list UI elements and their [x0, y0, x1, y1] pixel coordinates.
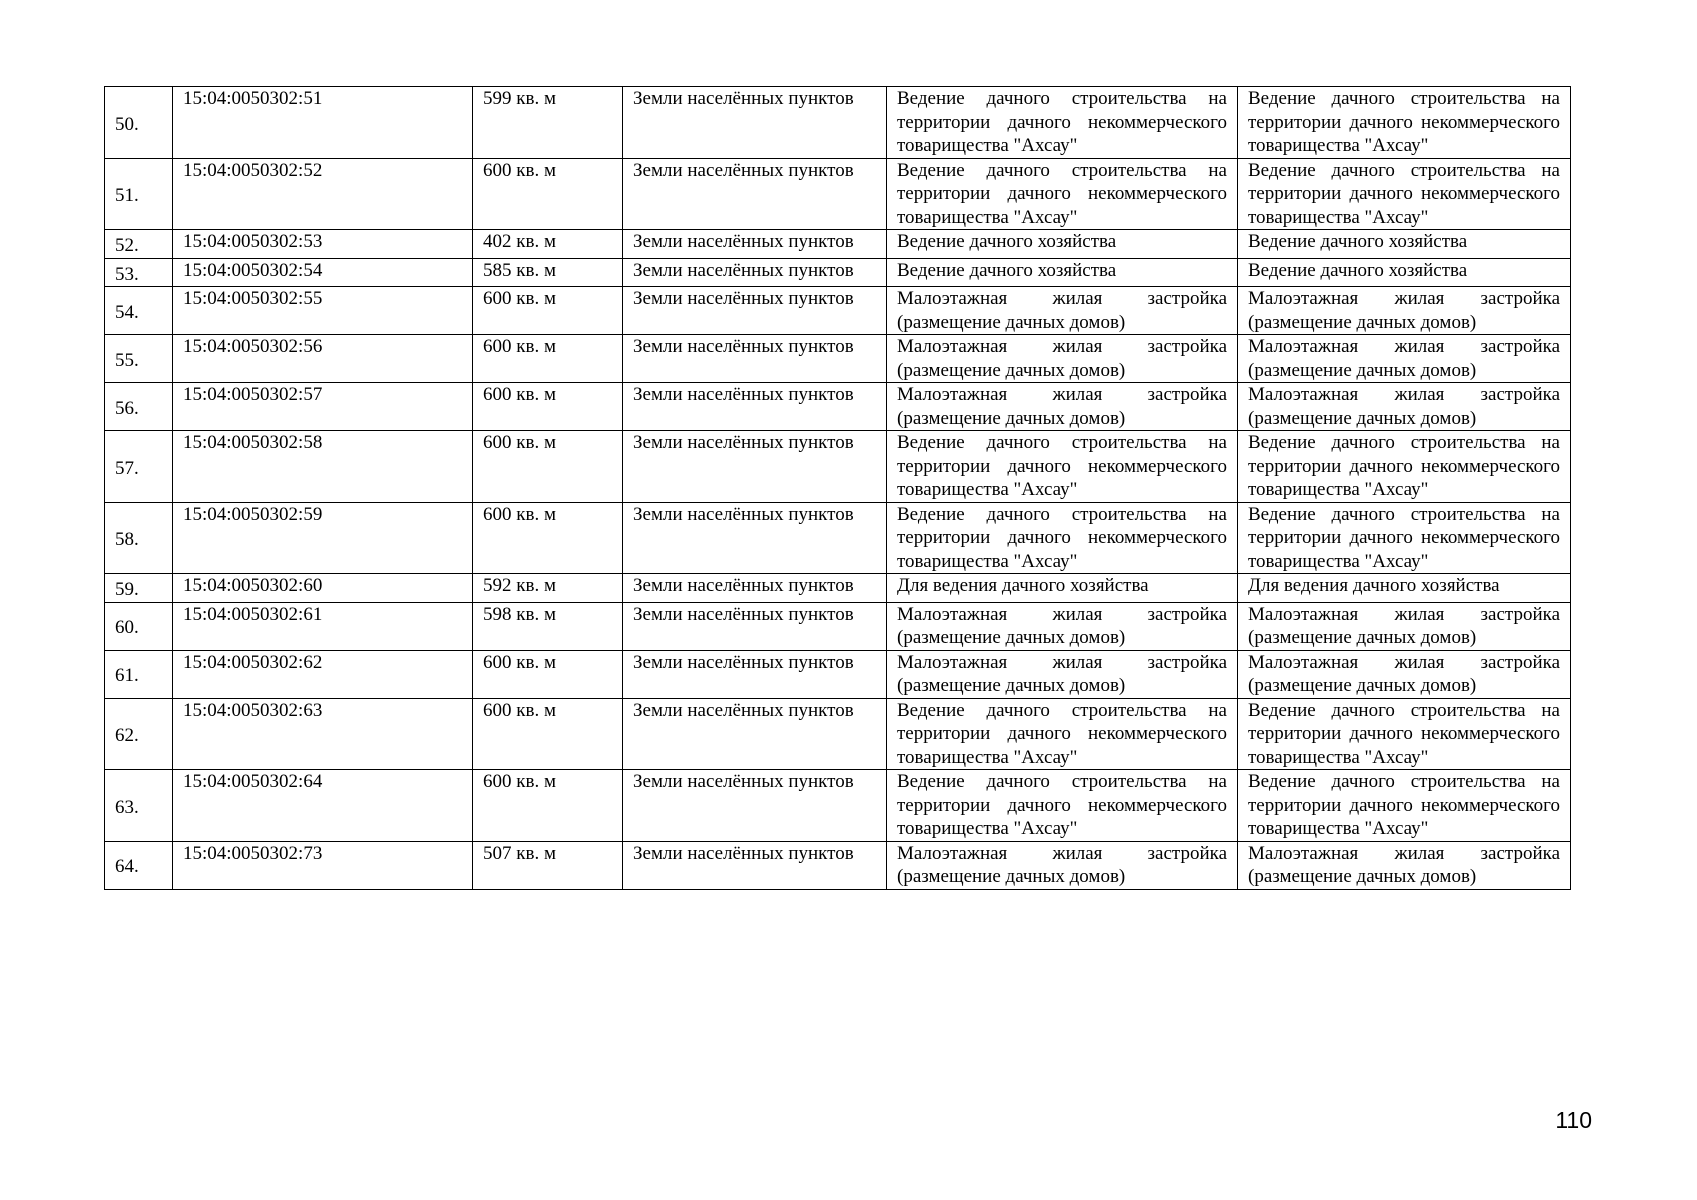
- table-row: [105, 383, 1571, 431]
- row-number: 59.: [105, 574, 173, 603]
- plot-area: 507 кв. м: [473, 841, 623, 889]
- permitted-use: Ведение дачного хозяйства: [887, 230, 1238, 259]
- actual-use: Ведение дачного строительства на территории дачного некоммерческого товарищества "Ахсау": [1238, 698, 1571, 770]
- plot-area: 599 кв. м: [473, 87, 623, 159]
- actual-use: Малоэтажная жилая застройка (размещение дачных домов): [1238, 650, 1571, 698]
- cadastral-number: 15:04:0050302:60: [173, 574, 473, 603]
- permitted-use: Ведение дачного строительства на территории дачного некоммерческого товарищества "Ахсау": [887, 158, 1238, 230]
- land-category: Земли населённых пунктов: [623, 650, 887, 698]
- land-category: Земли населённых пунктов: [623, 287, 887, 335]
- actual-use: Для ведения дачного хозяйства: [1238, 574, 1571, 603]
- land-category: Земли населённых пунктов: [623, 258, 887, 287]
- table-row: [105, 431, 1571, 503]
- land-category: Земли населённых пунктов: [623, 502, 887, 574]
- permitted-use: Малоэтажная жилая застройка (размещение дачных домов): [887, 841, 1238, 889]
- row-number: 56.: [105, 383, 173, 431]
- land-category: Земли населённых пунктов: [623, 230, 887, 259]
- row-number: 60.: [105, 602, 173, 650]
- permitted-use: Ведение дачного строительства на территории дачного некоммерческого товарищества "Ахсау": [887, 770, 1238, 842]
- actual-use: Ведение дачного хозяйства: [1238, 258, 1571, 287]
- row-number: 55.: [105, 335, 173, 383]
- land-category: Земли населённых пунктов: [623, 158, 887, 230]
- cadastral-number: 15:04:0050302:53: [173, 230, 473, 259]
- row-number: 61.: [105, 650, 173, 698]
- plot-area: 592 кв. м: [473, 574, 623, 603]
- plot-area: 600 кв. м: [473, 431, 623, 503]
- cadastral-number: 15:04:0050302:63: [173, 698, 473, 770]
- permitted-use: Ведение дачного строительства на территории дачного некоммерческого товарищества "Ахсау": [887, 502, 1238, 574]
- plot-area: 600 кв. м: [473, 770, 623, 842]
- permitted-use: Малоэтажная жилая застройка (размещение дачных домов): [887, 383, 1238, 431]
- cadastral-number: 15:04:0050302:73: [173, 841, 473, 889]
- table-row: [105, 87, 1571, 159]
- cadastral-number: 15:04:0050302:54: [173, 258, 473, 287]
- plot-area: 600 кв. м: [473, 698, 623, 770]
- cadastral-number: 15:04:0050302:64: [173, 770, 473, 842]
- actual-use: Ведение дачного строительства на территории дачного некоммерческого товарищества "Ахсау": [1238, 158, 1571, 230]
- permitted-use: Для ведения дачного хозяйства: [887, 574, 1238, 603]
- table-body: [105, 87, 1571, 890]
- land-category: Земли населённых пунктов: [623, 841, 887, 889]
- cadastral-number: 15:04:0050302:56: [173, 335, 473, 383]
- land-category: Земли населённых пунктов: [623, 574, 887, 603]
- plot-area: 600 кв. м: [473, 335, 623, 383]
- actual-use: Малоэтажная жилая застройка (размещение дачных домов): [1238, 602, 1571, 650]
- table-row: [105, 258, 1571, 287]
- land-category: Земли населённых пунктов: [623, 87, 887, 159]
- plot-area: 402 кв. м: [473, 230, 623, 259]
- plot-area: 600 кв. м: [473, 287, 623, 335]
- actual-use: Ведение дачного строительства на территории дачного некоммерческого товарищества "Ахсау": [1238, 770, 1571, 842]
- table-row: [105, 770, 1571, 842]
- actual-use: Малоэтажная жилая застройка (размещение дачных домов): [1238, 335, 1571, 383]
- permitted-use: Ведение дачного строительства на территории дачного некоммерческого товарищества "Ахсау": [887, 698, 1238, 770]
- actual-use: Ведение дачного строительства на территории дачного некоммерческого товарищества "Ахсау": [1238, 502, 1571, 574]
- plot-area: 598 кв. м: [473, 602, 623, 650]
- table-row: [105, 602, 1571, 650]
- table-row: [105, 698, 1571, 770]
- land-category: Земли населённых пунктов: [623, 602, 887, 650]
- actual-use: Ведение дачного строительства на территории дачного некоммерческого товарищества "Ахсау": [1238, 431, 1571, 503]
- cadastral-number: 15:04:0050302:51: [173, 87, 473, 159]
- table-row: [105, 230, 1571, 259]
- plot-area: 600 кв. м: [473, 502, 623, 574]
- row-number: 50.: [105, 87, 173, 159]
- actual-use: Малоэтажная жилая застройка (размещение дачных домов): [1238, 287, 1571, 335]
- plot-area: 600 кв. м: [473, 650, 623, 698]
- cadastral-number: 15:04:0050302:62: [173, 650, 473, 698]
- row-number: 62.: [105, 698, 173, 770]
- plot-area: 600 кв. м: [473, 158, 623, 230]
- row-number: 63.: [105, 770, 173, 842]
- row-number: 52.: [105, 230, 173, 259]
- actual-use: Малоэтажная жилая застройка (размещение дачных домов): [1238, 383, 1571, 431]
- page-number: 110: [1555, 1107, 1592, 1133]
- table-row: [105, 841, 1571, 889]
- land-plots-table: [104, 86, 1571, 890]
- cadastral-number: 15:04:0050302:55: [173, 287, 473, 335]
- cadastral-number: 15:04:0050302:52: [173, 158, 473, 230]
- land-category: Земли населённых пунктов: [623, 335, 887, 383]
- land-category: Земли населённых пунктов: [623, 770, 887, 842]
- permitted-use: Малоэтажная жилая застройка (размещение дачных домов): [887, 287, 1238, 335]
- row-number: 57.: [105, 431, 173, 503]
- table-row: [105, 287, 1571, 335]
- actual-use: Малоэтажная жилая застройка (размещение дачных домов): [1238, 841, 1571, 889]
- cadastral-number: 15:04:0050302:58: [173, 431, 473, 503]
- row-number: 64.: [105, 841, 173, 889]
- cadastral-number: 15:04:0050302:61: [173, 602, 473, 650]
- land-category: Земли населённых пунктов: [623, 698, 887, 770]
- row-number: 53.: [105, 258, 173, 287]
- land-category: Земли населённых пунктов: [623, 383, 887, 431]
- actual-use: Ведение дачного строительства на территории дачного некоммерческого товарищества "Ахсау": [1238, 87, 1571, 159]
- row-number: 58.: [105, 502, 173, 574]
- actual-use: Ведение дачного хозяйства: [1238, 230, 1571, 259]
- table-row: [105, 574, 1571, 603]
- table-row: [105, 158, 1571, 230]
- cadastral-number: 15:04:0050302:57: [173, 383, 473, 431]
- table-row: [105, 650, 1571, 698]
- permitted-use: Ведение дачного строительства на территории дачного некоммерческого товарищества "Ахсау": [887, 431, 1238, 503]
- cadastral-number: 15:04:0050302:59: [173, 502, 473, 574]
- permitted-use: Ведение дачного хозяйства: [887, 258, 1238, 287]
- permitted-use: Малоэтажная жилая застройка (размещение дачных домов): [887, 650, 1238, 698]
- permitted-use: Ведение дачного строительства на территории дачного некоммерческого товарищества "Ахсау": [887, 87, 1238, 159]
- row-number: 54.: [105, 287, 173, 335]
- table-row: [105, 502, 1571, 574]
- land-category: Земли населённых пунктов: [623, 431, 887, 503]
- plot-area: 600 кв. м: [473, 383, 623, 431]
- plot-area: 585 кв. м: [473, 258, 623, 287]
- row-number: 51.: [105, 158, 173, 230]
- permitted-use: Малоэтажная жилая застройка (размещение дачных домов): [887, 335, 1238, 383]
- table-row: [105, 335, 1571, 383]
- permitted-use: Малоэтажная жилая застройка (размещение дачных домов): [887, 602, 1238, 650]
